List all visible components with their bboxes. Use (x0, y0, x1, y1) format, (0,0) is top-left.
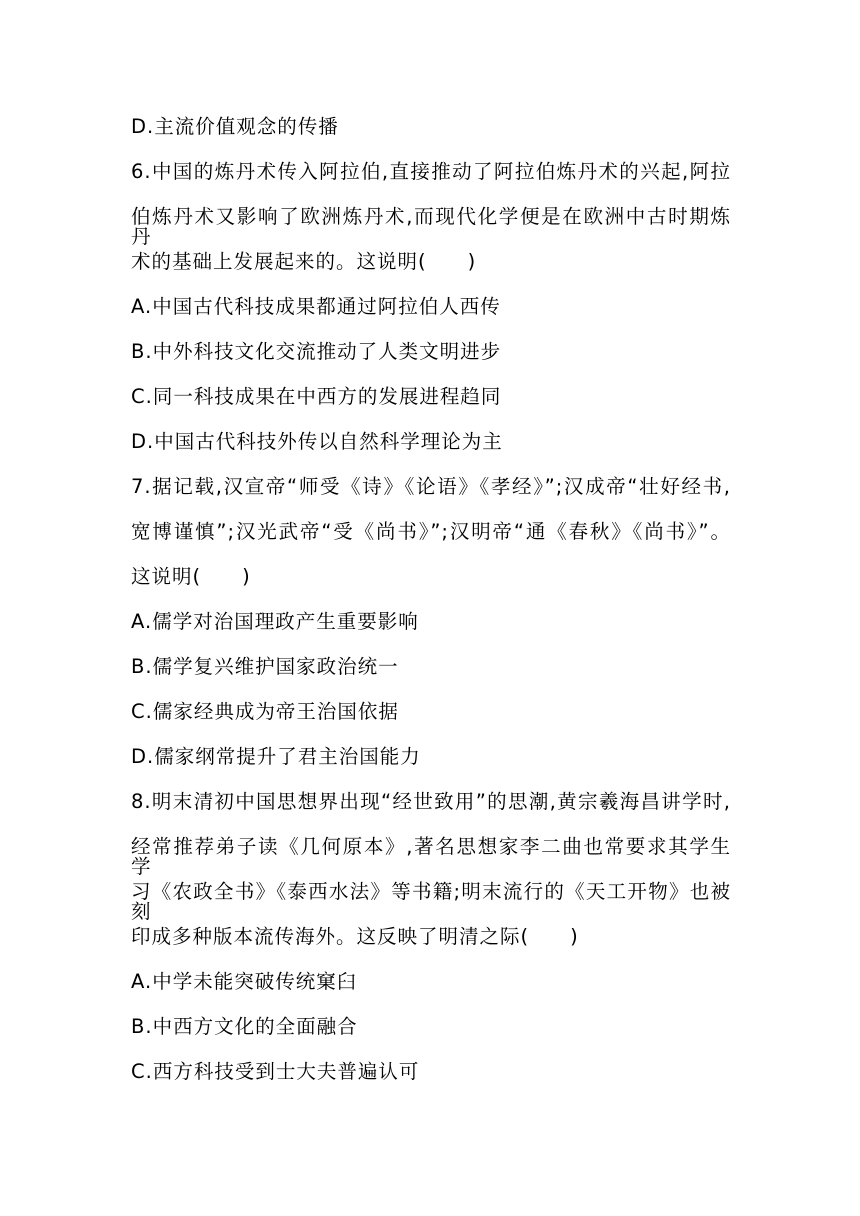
q6-stem-line-3: 术的基础上发展起来的。这说明( ) (131, 250, 477, 273)
q7-option-a: A.儒学对治国理政产生重要影响 (131, 610, 419, 633)
q8-stem-line-4: 印成多种版本流传海外。这反映了明清之际( ) (131, 925, 579, 948)
q8-stem-line-2: 经常推荐弟子读《几何原本》,著名思想家李二曲也常要求其学生学 (131, 835, 731, 878)
q6-option-c: C.同一科技成果在中西方的发展进程趋同 (131, 385, 502, 408)
q8-option-a: A.中学未能突破传统窠臼 (131, 970, 358, 993)
q7-option-b: B.儒学复兴维护国家政治统一 (131, 655, 399, 678)
q7-stem-line-3: 这说明( ) (131, 565, 251, 588)
q8-option-b: B.中西方文化的全面融合 (131, 1015, 358, 1038)
q6-option-d: D.中国古代科技外传以自然科学理论为主 (131, 430, 503, 453)
q5-option-d: D.主流价值观念的传播 (131, 115, 339, 138)
q8-stem-line-3: 习《农政全书》《泰西水法》等书籍;明末流行的《天工开物》也被刻 (131, 880, 731, 923)
q8-option-c: C.西方科技受到士大夫普遍认可 (131, 1060, 420, 1083)
q7-stem-line-2: 宽博谨慎”;汉光武帝“受《尚书》”;汉明帝“通《春秋》《尚书》”。 (131, 520, 731, 543)
q7-option-d: D.儒家纲常提升了君主治国能力 (131, 745, 421, 768)
q6-option-b: B.中外科技文化交流推动了人类文明进步 (131, 340, 502, 363)
q6-stem-line-2: 伯炼丹术又影响了欧洲炼丹术,而现代化学便是在欧洲中古时期炼丹 (131, 205, 731, 248)
q8-stem-line-1: 8.明末清初中国思想界出现“经世致用”的思潮,黄宗羲海昌讲学时, (131, 790, 731, 813)
q6-option-a: A.中国古代科技成果都通过阿拉伯人西传 (131, 295, 501, 318)
q7-option-c: C.儒家经典成为帝王治国依据 (131, 700, 399, 723)
q6-stem-line-1: 6.中国的炼丹术传入阿拉伯,直接推动了阿拉伯炼丹术的兴起,阿拉 (131, 160, 731, 183)
q7-stem-line-1: 7.据记载,汉宣帝“师受《诗》《论语》《孝经》”;汉成帝“壮好经书, (131, 475, 731, 498)
